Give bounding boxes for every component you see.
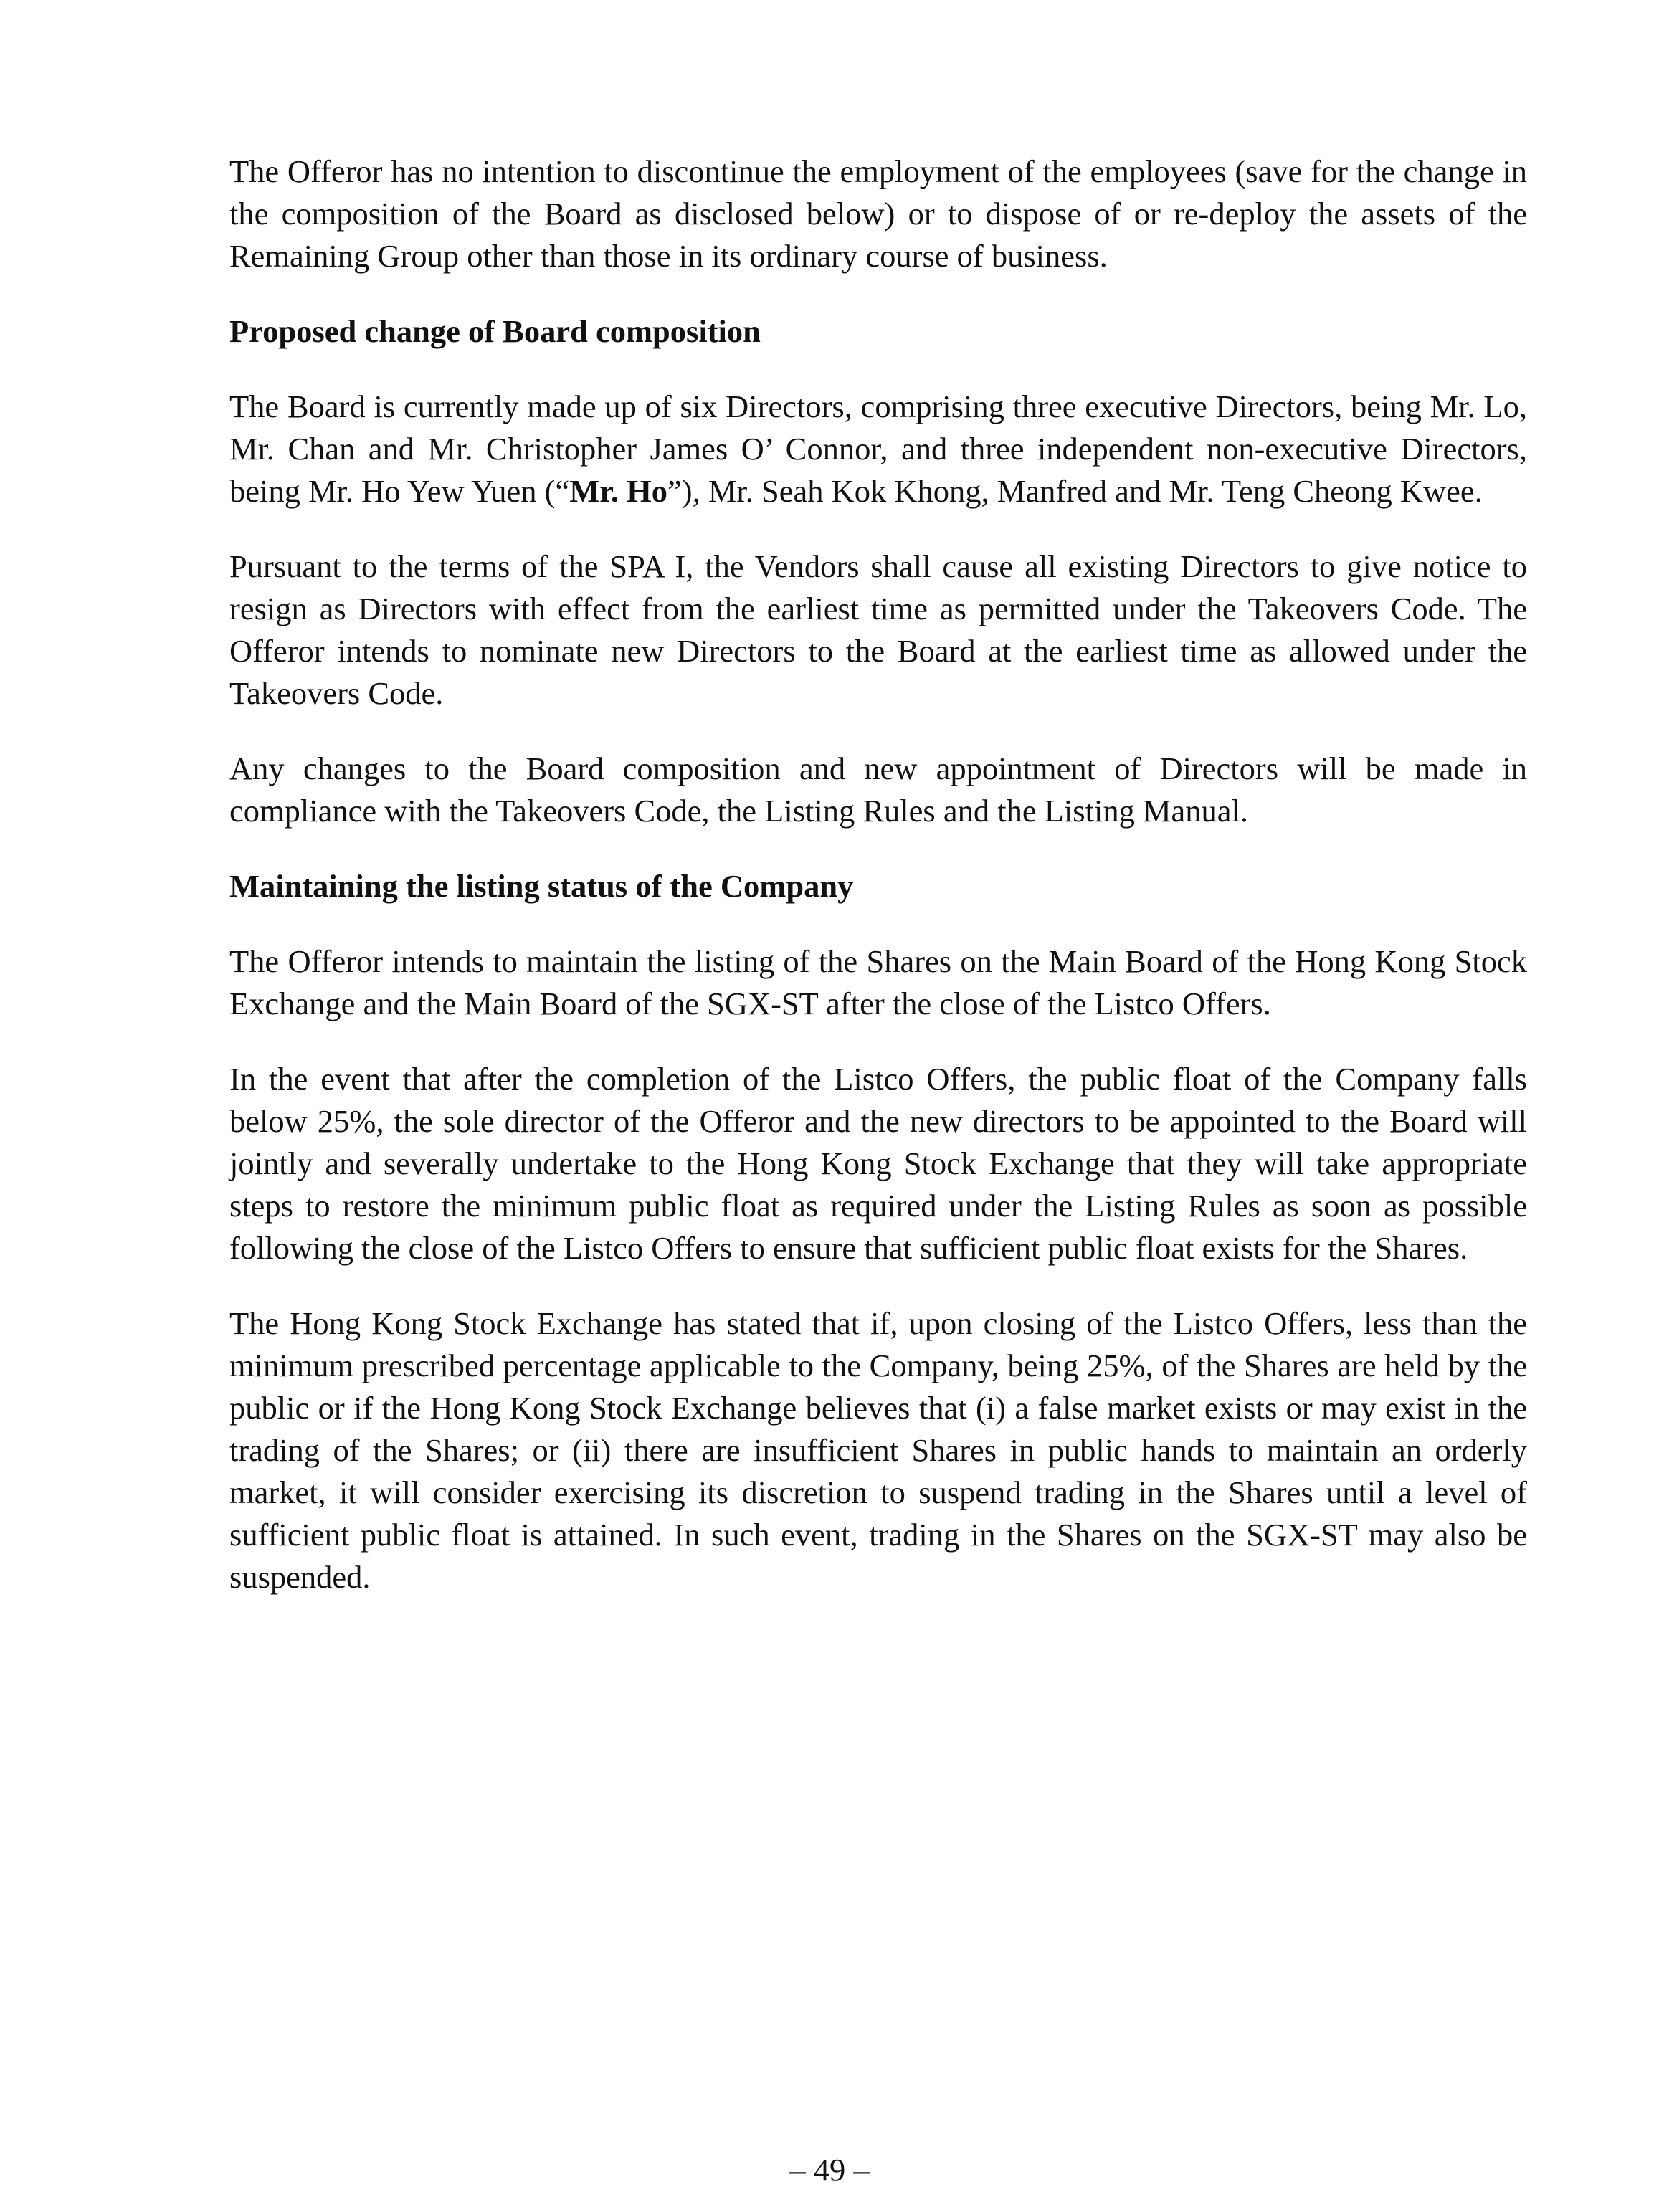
- paragraph-public-float: In the event that after the completion of the Listco Offers, the public float of the Company falls below 25%, the sole director of the Offeror and the new directors to be appointed to the Board will jointly and severally undertake to the Hong Kong Stock Exchange that they will take appropriate steps to restore the minimum public float as required under the Listing Rules as soon as possible following the close of the Listco Offers to ensure that sufficient public float exists for the Shares.: [229, 1061, 1527, 1266]
- paragraph-suspension: The Hong Kong Stock Exchange has stated that if, upon closing of the Listco Offers, less than the minimum prescribed percentage applicable to the Company, being 25%, of the Shares are held by the public or if the Hong Kong Stock Exchange believes that (i) a false market exists or may exist in the trading of the Shares; or (ii) there are insufficient Shares in public hands to maintain an orderly market, it will consider exercising its discretion to suspend trading in the Shares until a level of sufficient public float is attained. In such event, trading in the Shares on the SGX-ST may also be suspended.: [229, 1305, 1527, 1595]
- document-body: [229, 151, 1527, 1631]
- paragraph-compliance: Any changes to the Board composition and new appointment of Directors will be made in compliance with the Takeovers Code, the Listing Rules and the Listing Manual.: [229, 750, 1527, 829]
- paragraph-employment: The Offeror has no intention to discontinue the employment of the employees (save for the change in the composition of the Board as disclosed below) or to dispose of or re-deploy the assets of the Remaining Group other than those in its ordinary course of business.: [229, 153, 1527, 274]
- paragraph-board-members-post: ”), Mr. Seah Kok Khong, Manfred and Mr. Teng Cheong Kwee.: [667, 473, 1483, 509]
- heading-board-composition: Proposed change of Board composition: [229, 313, 761, 349]
- defined-term-mr-ho: Mr. Ho: [569, 473, 668, 509]
- page-number: – 49 –: [789, 2152, 870, 2188]
- heading-listing-status: Maintaining the listing status of the Company: [229, 868, 854, 904]
- paragraph-maintain-listing: The Offeror intends to maintain the listing of the Shares on the Main Board of the Hong Kong Stock Exchange and the Main Board of the SGX-ST after the close of the Listco Offers.: [229, 943, 1527, 1021]
- paragraph-board-members-pre: The Board is currently made up of six Directors, comprising three executive Directors, being Mr. Lo, Mr. Chan and Mr. Christopher James O’ Connor, and three independent non-executive Directors, being Mr. Ho Yew Yuen (“: [229, 388, 1527, 509]
- paragraph-board-members: [229, 386, 1527, 513]
- paragraph-spa-resignation: Pursuant to the terms of the SPA I, the Vendors shall cause all existing Directors to give notice to resign as Directors with effect from the earliest time as permitted under the Takeovers Code. The Offeror intends to nominate new Directors to the Board at the earliest time as allowed under the Takeovers Code.: [229, 548, 1527, 711]
